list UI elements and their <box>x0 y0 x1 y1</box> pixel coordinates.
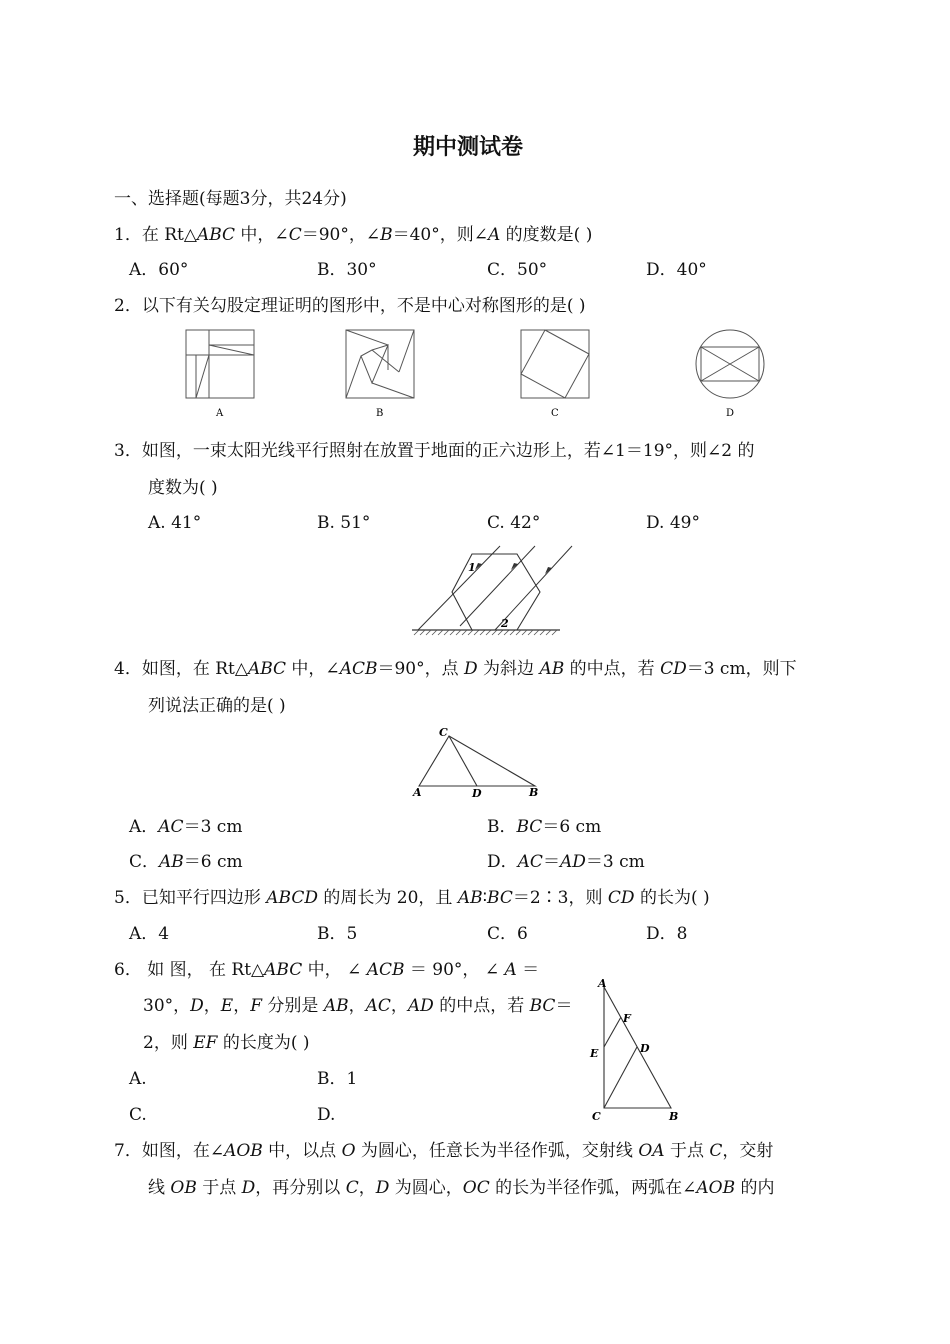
q2-figure-a[interactable] <box>186 330 254 398</box>
q2-figure-d[interactable] <box>696 330 764 398</box>
question-6-line-2 <box>143 995 572 1017</box>
question-3-line-1: 3．如图，一束太阳光线平行照射在放置于地面的正六边形上，若∠1＝19°，则∠2 的 <box>114 441 755 461</box>
q7-t7: 于点 <box>664 1141 710 1161</box>
q7-u11: 的长为半径作弧，两弧在∠ <box>489 1178 697 1198</box>
q2-caption-a: A <box>216 408 224 419</box>
q6-t2: ABC <box>264 960 303 980</box>
q4-d-post: ＝3 cm <box>585 852 645 872</box>
q4-label-d: D <box>472 787 482 800</box>
q1-tri: ABC <box>196 225 236 245</box>
q5-t7: ＝2∶3，则 <box>512 888 608 908</box>
q7-t6: OA <box>638 1141 665 1161</box>
q6-figure <box>585 975 685 1125</box>
q4-b-var: BC <box>516 817 543 837</box>
q7-u8: D <box>375 1178 390 1198</box>
q4-b-pre: B． <box>487 817 517 837</box>
q4-figure <box>405 722 550 802</box>
q5-t8: CD <box>607 888 635 908</box>
q6-label-e: E <box>590 1047 599 1060</box>
q4-t1: 4．如图，在 Rt△ <box>114 659 248 679</box>
q7-u9: 为圆心， <box>389 1178 463 1198</box>
q6-label-c: C <box>592 1110 601 1123</box>
q4-t3: 中，∠ <box>286 659 340 679</box>
q6-u3: ， <box>203 996 221 1016</box>
q6-u15: ＝ <box>555 996 573 1016</box>
q4-a-pre: A． <box>129 817 159 837</box>
q6-v3: 的长度为( ) <box>217 1033 310 1053</box>
q4-t4: ACB <box>339 659 378 679</box>
question-7-line-1 <box>114 1140 773 1162</box>
q3-option-c[interactable]: C. 42° <box>487 513 541 533</box>
q6-u7: 分别是 <box>262 996 324 1016</box>
q7-t1: 7．如图，在∠ <box>114 1141 225 1161</box>
q6-v2: EF <box>193 1033 218 1053</box>
q7-u2: OB <box>170 1178 197 1198</box>
q6-u6: F <box>250 996 262 1016</box>
q5-option-a[interactable]: A．4 <box>129 924 170 944</box>
q5-t1: 5．已知平行四边形 <box>114 888 267 908</box>
q6-label-f: F <box>623 1012 631 1025</box>
question-3-line-2: 度数为( ) <box>148 478 218 498</box>
q7-u10: OC <box>462 1178 490 1198</box>
q4-d-var2: AD <box>559 852 586 872</box>
q6-u5: ， <box>233 996 251 1016</box>
q7-u6: C <box>345 1178 359 1198</box>
q1-a: A <box>487 225 501 245</box>
q6-option-c[interactable]: C. <box>129 1105 147 1125</box>
q4-label-b: B <box>529 786 539 799</box>
q2-caption-c: C <box>551 408 559 419</box>
q1-option-a[interactable]: A．60° <box>129 260 189 280</box>
q7-t5: 为圆心，任意长为半径作弧，交射线 <box>355 1141 639 1161</box>
q1-text-4: ＝40°，则∠ <box>392 225 488 245</box>
q1-c: C <box>288 225 302 245</box>
q2-caption-d: D <box>726 408 735 419</box>
q7-u5: ，再分别以 <box>255 1178 346 1198</box>
q6-u9: ， <box>348 996 366 1016</box>
q3-angle-1-label: 1 <box>468 561 476 574</box>
q1-option-c[interactable]: C．50° <box>487 260 548 280</box>
q7-u1: 线 <box>148 1178 171 1198</box>
q4-t10: CD <box>660 659 687 679</box>
q5-t4: AB <box>457 888 483 908</box>
q6-option-b[interactable]: B．1 <box>317 1069 358 1089</box>
q4-option-d[interactable] <box>487 851 645 873</box>
q4-d-pre: D． <box>487 852 518 872</box>
q4-t7: 为斜边 <box>477 659 540 679</box>
q5-option-c[interactable]: C．6 <box>487 924 528 944</box>
question-2: 2．以下有关勾股定理证明的图形中，不是中心对称图形的是( ) <box>114 296 586 316</box>
q4-t5: ＝90°，点 <box>377 659 465 679</box>
q5-option-b[interactable]: B．5 <box>317 924 358 944</box>
q4-t11: ＝3 cm，则下 <box>686 659 797 679</box>
q6-t3: 中， ∠ <box>302 960 367 980</box>
q3-option-d[interactable]: D. 49° <box>646 513 700 533</box>
q7-t3: 中，以点 <box>262 1141 342 1161</box>
q4-option-c[interactable] <box>129 851 243 873</box>
q6-t5: ＝ 90°， ∠ <box>404 960 505 980</box>
q4-option-a[interactable] <box>129 816 242 838</box>
q5-t6: BC <box>487 888 513 908</box>
q7-t4: O <box>341 1141 356 1161</box>
q1-text-5: 的度数是( ) <box>500 225 593 245</box>
q6-u12: AD <box>407 996 434 1016</box>
q6-t6: A <box>504 960 517 980</box>
q7-u7: ， <box>358 1178 376 1198</box>
question-7-line-2 <box>148 1177 775 1199</box>
q6-t4: ACB <box>366 960 405 980</box>
q6-u13: 的中点，若 <box>433 996 530 1016</box>
q6-t7: ＝ <box>516 960 540 980</box>
q2-figure-c[interactable] <box>521 330 589 398</box>
q6-u10: AC <box>365 996 391 1016</box>
q4-d-mid: ＝ <box>542 852 560 872</box>
q2-figure-b[interactable] <box>346 330 414 398</box>
q4-label-a: A <box>413 786 422 799</box>
q6-u14: BC <box>529 996 556 1016</box>
q6-u4: E <box>220 996 234 1016</box>
q5-t5: ∶ <box>482 888 488 908</box>
q2-figures <box>0 0 950 430</box>
question-6-line-3 <box>143 1032 310 1054</box>
q5-t9: 的长为( ) <box>634 888 710 908</box>
q3-figure <box>400 540 575 640</box>
q6-u8: AB <box>323 996 349 1016</box>
q7-t9: ，交射 <box>722 1141 774 1161</box>
q6-label-d: D <box>640 1042 650 1055</box>
q4-b-post: ＝6 cm <box>542 817 602 837</box>
q3-option-a[interactable]: A. 41° <box>148 513 202 533</box>
q1-text-1: 在 Rt△ <box>141 225 197 245</box>
q6-v1: 2，则 <box>143 1033 194 1053</box>
q6-option-d[interactable]: D. <box>317 1105 336 1125</box>
q1-number: 1． <box>114 225 142 245</box>
q5-t3: 的周长为 20，且 <box>317 888 458 908</box>
q7-t2: AOB <box>224 1141 263 1161</box>
q7-u3: 于点 <box>196 1178 242 1198</box>
q3-option-b[interactable]: B. 51° <box>317 513 371 533</box>
q1-b: B <box>380 225 393 245</box>
q4-label-c: C <box>439 726 448 739</box>
q1-text-2: 中，∠ <box>235 225 289 245</box>
q4-c-post: ＝6 cm <box>183 852 243 872</box>
q7-u13: 的内 <box>735 1178 775 1198</box>
question-5 <box>114 887 710 909</box>
q4-c-pre: C． <box>129 852 160 872</box>
q1-option-b[interactable]: B．30° <box>317 260 377 280</box>
q7-u12: AOB <box>696 1178 736 1198</box>
q6-option-a[interactable]: A. <box>129 1069 147 1089</box>
q6-u1: 30°， <box>143 996 191 1016</box>
q4-t6: D <box>464 659 478 679</box>
question-4-line-2: 列说法正确的是( ) <box>148 696 286 716</box>
q3-angle-2-label: 2 <box>501 617 509 630</box>
q6-label-a: A <box>598 977 607 990</box>
q4-t9: 的中点，若 <box>564 659 661 679</box>
q4-c-var: AB <box>159 852 184 872</box>
q4-d-var1: AC <box>517 852 543 872</box>
q4-option-b[interactable] <box>487 816 601 838</box>
q5-t2: ABCD <box>266 888 318 908</box>
q1-option-d[interactable]: D．40° <box>646 260 707 280</box>
question-6-line-1 <box>114 959 539 981</box>
q6-label-b: B <box>669 1110 679 1123</box>
q6-t1: 6． 如 图， 在 Rt△ <box>114 960 265 980</box>
q2-caption-b: B <box>376 408 384 419</box>
q7-u4: D <box>241 1178 256 1198</box>
q7-t8: C <box>709 1141 723 1161</box>
q4-t2: ABC <box>247 659 287 679</box>
question-4-line-1 <box>114 658 797 680</box>
q4-a-post: ＝3 cm <box>183 817 243 837</box>
q1-text-3: ＝90°，∠ <box>301 225 381 245</box>
q5-option-d[interactable]: D．8 <box>646 924 688 944</box>
section-header: 一、选择题(每题3分，共24分) <box>114 189 347 209</box>
q4-a-var: AC <box>158 817 184 837</box>
q6-u11: ， <box>390 996 408 1016</box>
q4-t8: AB <box>539 659 565 679</box>
q6-u2: D <box>190 996 204 1016</box>
page-title: 期中测试卷 <box>413 135 524 160</box>
